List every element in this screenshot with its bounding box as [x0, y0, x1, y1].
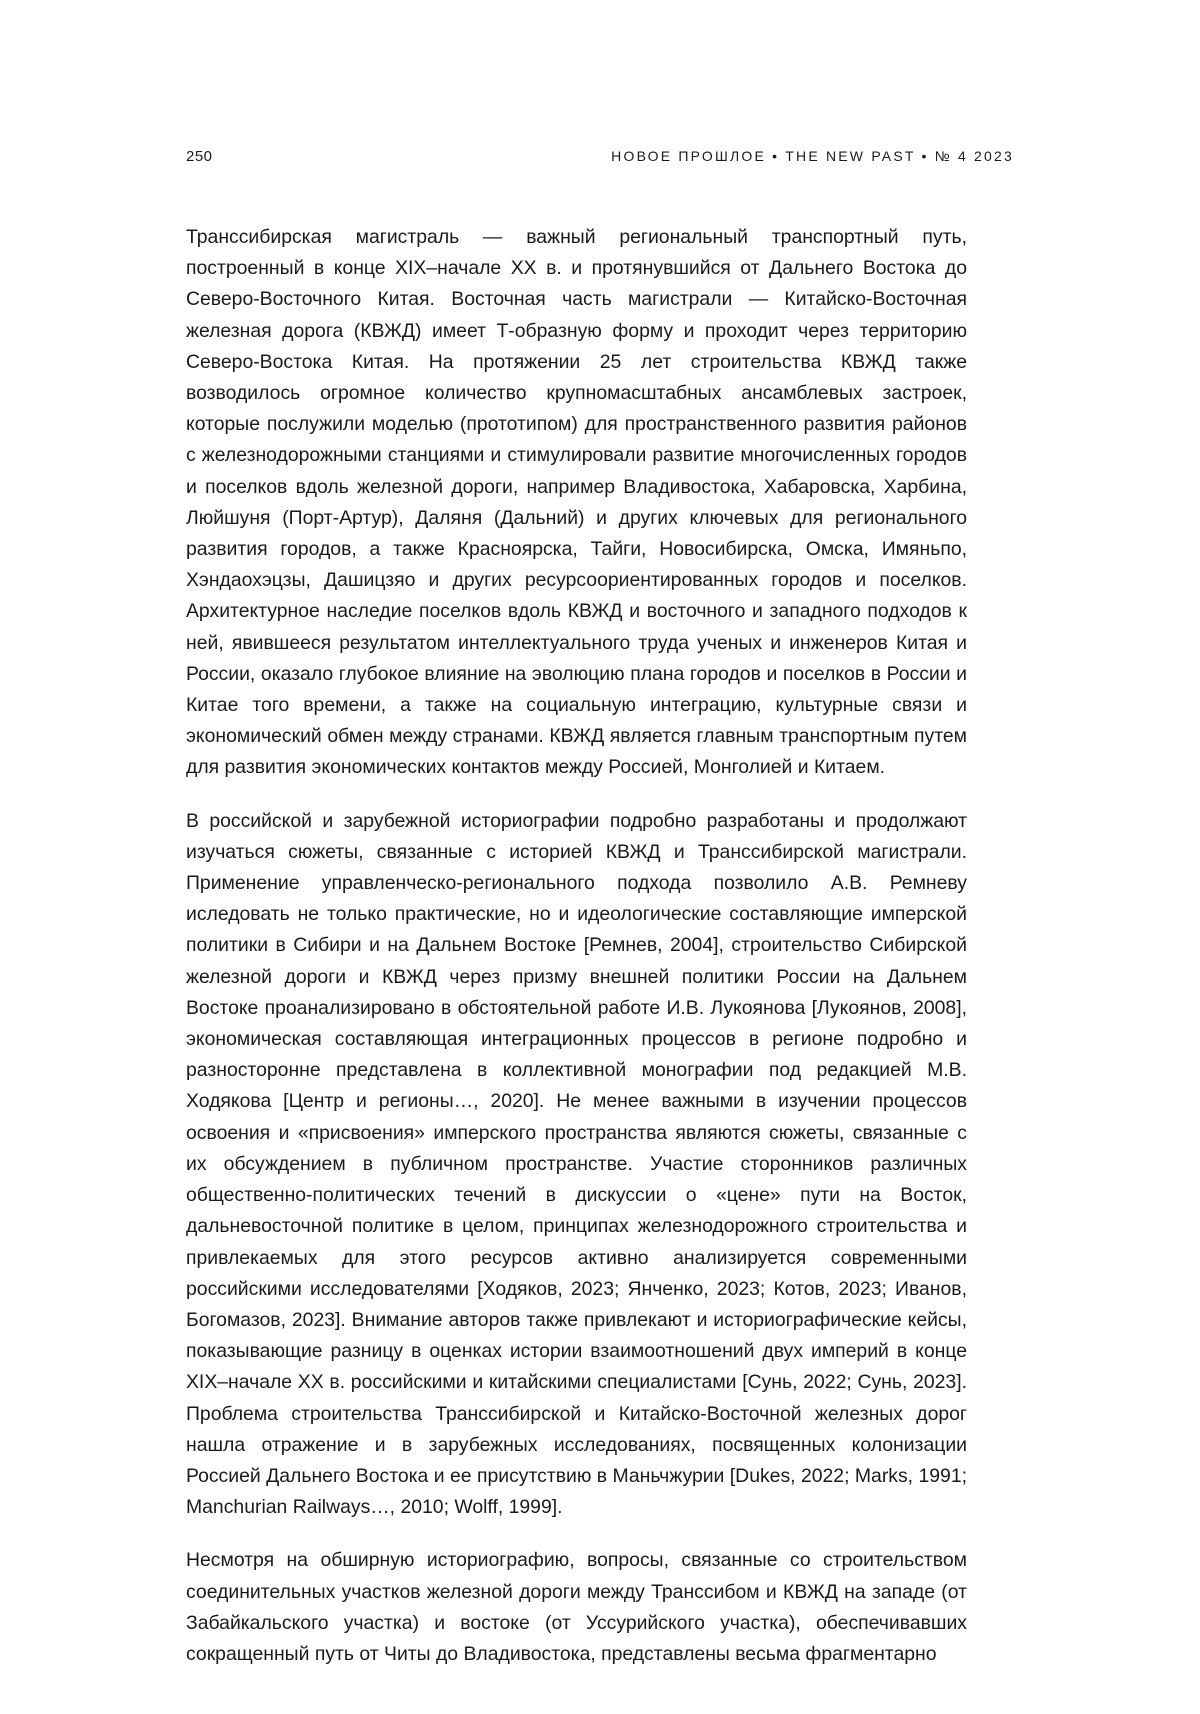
page-header: [186, 148, 1014, 168]
paragraph: В российской и зарубежной историографии подробно разработаны и продолжают изучаться сюжеты, связанные с историей КВЖД и Транссибирской магистрали. Применение управленческо-регионального подхода позволило А.В. Ремневу иследовать не только практические, но и идеологические составляющие имперской политики в Сибири и на Дальнем Востоке [Ремнев, 2004], строительство Сибирской железной дороги и КВЖД через призму внешней политики России на Дальнем Востоке проанализировано в обстоятельной работе И.В. Лукоянова [Лукоянов, 2008], экономическая составляющая интеграционных процессов в регионе подробно и разносторонне представлена в коллективной монографии под редакцией М.В. Ходякова [Центр и регионы…, 2020]. Не менее важными в изучении процессов освоения и «присвоения» имперского пространства являются сюжеты, связанные с их обсуждением в публичном пространстве. Участие сторонников различных общественно-политических течений в дискуссии о «цене» пути на Восток, дальневосточной политике в целом, принципах железнодорожного строительства и привлекаемых для этого ресурсов активно анализируется современными российскими исследователями [Ходяков, 2023; Янченко, 2023; Котов, 2023; Иванов, Богомазов, 2023]. Внимание авторов также привлекают и историографические кейсы, показывающие разницу в оценках истории взаимоотношений двух империй в конце XIX–начале XX в. российскими и китайскими специалистами [Сунь, 2022; Сунь, 2023]. Проблема строительства Транссибирской и Китайско-Восточной железных дорог нашла отражение и в зарубежных исследованиях, посвященных колонизации Россией Дальнего Востока и ее присутствию в Маньчжурии [Dukes, 2022; Marks, 1991; Manchurian Railways…, 2010; Wolff, 1999].: [186, 809, 967, 1519]
running-head: НОВОЕ ПРОШЛОЕ • THE NEW PAST • № 4 2023: [611, 148, 1014, 164]
paragraph: Несмотря на обширную историографию, вопросы, связанные со строительством соединительных участков железной дороги между Транссибом и КВЖД на западе (от Забайкальского участка) и востоке (от Уссурийского участка), обеспечивавших сокращенный путь от Читы до Владивостока, представлены весьма фрагментарно: [186, 1549, 967, 1665]
article-body: [186, 222, 967, 1670]
page-number: 250: [186, 148, 213, 165]
paragraph: Транссибирская магистраль — важный региональный транспортный путь, построенный в конце XIX–начале XX в. и протянувшийся от Дальнего Востока до Северо-Восточного Китая. Восточная часть магистрали — Китайско-Восточная железная дорога (КВЖД) имеет Т-образную форму и проходит через территорию Северо-Востока Китая. На протяжении 25 лет строительства КВЖД также возводилось огромное количество крупномасштабных ансамблевых застроек, которые послужили моделью (прототипом) для пространственного развития районов с железнодорожными станциями и стимулировали развитие многочисленных городов и поселков вдоль железной дороги, например Владивостока, Хабаровска, Харбина, Люйшуня (Порт-Артур), Даляня (Дальний) и других ключевых для регионального развития городов, а также Красноярска, Тайги, Новосибирска, Омска, Имяньпо, Хэндаохэцзы, Дашицзяо и других ресурсоориентированных городов и поселков. Архитектурное наследие поселков вдоль КВЖД и восточного и западного подходов к ней, явившееся результатом интеллектуального труда ученых и инженеров Китая и России, оказало глубокое влияние на эволюцию плана городов и поселков в России и Китае того времени, а также на социальную интеграцию, культурные связи и экономический обмен между странами. КВЖД является главным транспортным путем для развития экономических контактов между Россией, Монголией и Китаем.: [186, 226, 967, 779]
